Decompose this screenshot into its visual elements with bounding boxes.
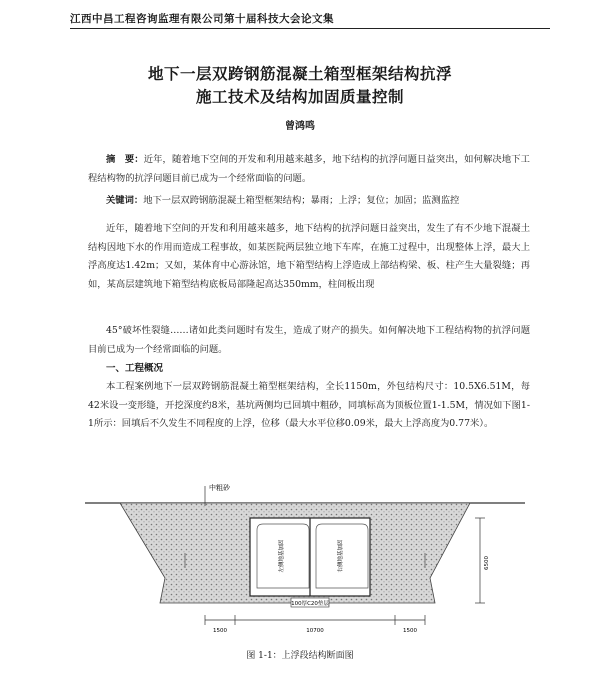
running-header: 江西中昌工程咨询监理有限公司第十届科技大会论文集 <box>70 10 550 29</box>
right-cell-label: 右侧地基加固 <box>338 539 344 573</box>
abstract <box>88 150 530 188</box>
author-name: 曾鸿鸣 <box>285 121 315 132</box>
abstract-label: 摘 要： <box>106 154 144 165</box>
bottom-label: 100厚C20垫层 <box>291 601 329 607</box>
keywords-label: 关键词： <box>106 195 144 206</box>
paper-title-line-2: 施工技术及结构加固质量控制 <box>195 88 404 106</box>
cross-section-figure <box>85 478 525 638</box>
dim-left: 1500 <box>213 628 227 634</box>
paper-title-line-1: 地下一层双跨钢筋混凝土箱型框架结构抗浮 <box>147 65 452 83</box>
section-heading: 一、工程概况 <box>106 363 164 374</box>
cross-section-drawing <box>85 478 525 638</box>
keywords-text: 地下一层双跨钢筋混凝土箱型框架结构；暴雨；上浮；复位；加固；监测监控 <box>143 195 460 206</box>
body-paragraph-2: 45°破坏性裂缝……诸如此类问题时有发生，造成了财产的损失。如何解决地下工程结构物的抗浮问题目前已成为一个经常面临的问题。 <box>88 325 530 355</box>
figure-caption: 图 1-1：上浮段结构断面图 <box>246 651 354 661</box>
dim-center: 10700 <box>306 628 324 634</box>
height-dimension: 6500 <box>484 556 490 570</box>
left-cell-label: 左侧地基加固 <box>279 539 285 573</box>
abstract-text: 近年，随着地下空间的开发和利用越来越多，地下结构的抗浮问题日益突出，如何解决地下工程结构物的抗浮问题目前已成为一个经常面临的问题。 <box>88 154 530 184</box>
body-paragraph-3: 本工程案例地下一层双跨钢筋混凝土箱型框架结构，全长1150m，外包结构尺寸：10.5X6.51M，每42米设一变形缝，开挖深度约8米，基坑两侧均已回填中粗砂，同填标高为顶板位置1-1.5M，情况如下图1-1所示：回填后不久发生不同程度的上浮，位移（最大水平位移0.09米，最大上浮高度为0.77米）。 <box>88 381 530 429</box>
fill-label: 中粗砂 <box>209 484 230 492</box>
dim-right: 1500 <box>403 628 417 634</box>
keywords <box>88 191 530 210</box>
body-paragraph-1: 近年，随着地下空间的开发和利用越来越多，地下结构的抗浮问题日益突出，发生了有不少地下混凝土结构因地下水的作用而造成工程事故，如某医院两层独立地下车库，在施工过程中，出现整体上浮，最大上浮高度达1.42m；又如，某体育中心游泳馆，地下箱型结构上浮造成上部结构梁、板、柱产生大量裂缝；再如，某高层建筑地下箱型结构底板局部隆起高达350mm，柱间板出现 <box>88 223 530 290</box>
